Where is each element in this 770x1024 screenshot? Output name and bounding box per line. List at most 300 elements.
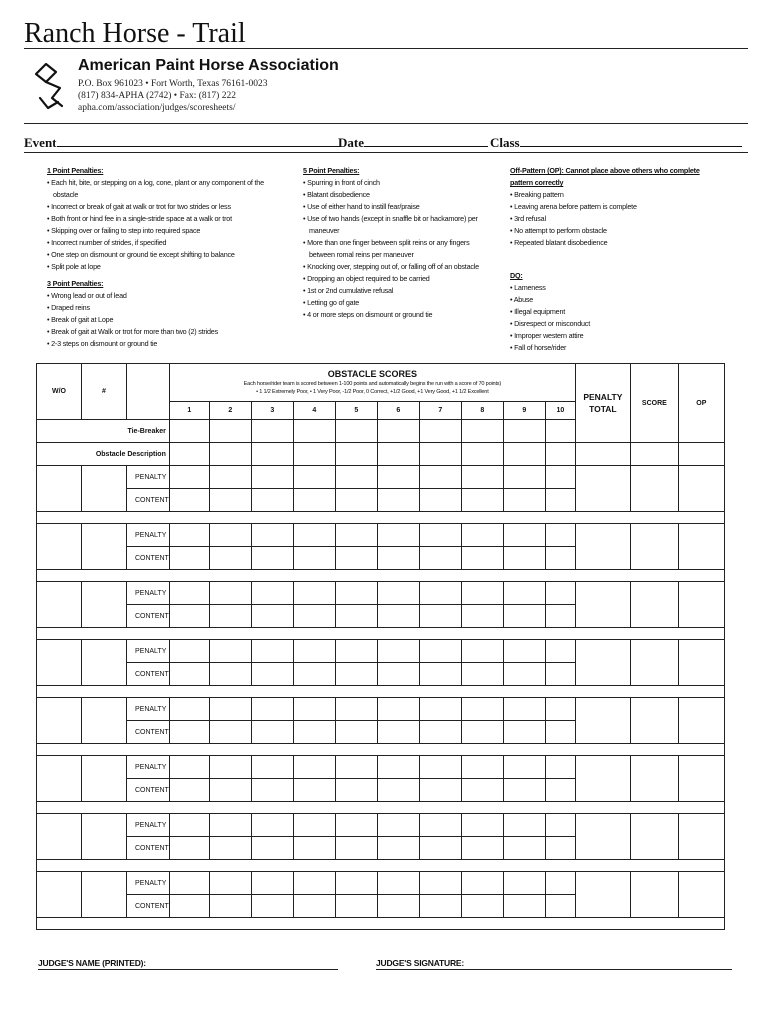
content-score-cell[interactable]	[377, 895, 419, 918]
separator-cell	[293, 918, 335, 930]
obstacle-description-cell[interactable]	[575, 443, 630, 466]
content-score-cell[interactable]	[503, 489, 545, 512]
penalty-item: • Break of gait at Walk or trot for more than two (2) strides	[47, 327, 219, 336]
penalty-item: • Improper western attire	[510, 331, 584, 340]
content-score-cell[interactable]	[209, 837, 251, 860]
wo-cell[interactable]	[37, 524, 82, 570]
content-score-cell[interactable]	[251, 779, 293, 802]
five-point-heading: 5 Point Penalties:	[303, 166, 360, 175]
content-score-cell[interactable]	[293, 895, 335, 918]
penalty-score-cell[interactable]	[419, 466, 461, 489]
penalty-score-cell[interactable]	[209, 698, 251, 721]
penalty-total-cell[interactable]	[575, 814, 630, 860]
content-score-cell[interactable]	[209, 489, 251, 512]
penalty-score-cell[interactable]	[545, 756, 575, 779]
content-score-cell[interactable]	[293, 547, 335, 570]
separator-cell	[169, 512, 209, 524]
penalty-score-cell[interactable]	[377, 814, 419, 837]
content-score-cell[interactable]	[169, 547, 209, 570]
event-field[interactable]	[24, 135, 341, 151]
content-score-cell[interactable]	[419, 837, 461, 860]
content-score-cell[interactable]	[169, 837, 209, 860]
penalty-score-cell[interactable]	[209, 756, 251, 779]
penalty-score-cell[interactable]	[419, 756, 461, 779]
content-score-cell[interactable]	[377, 547, 419, 570]
off-pattern-heading-2: pattern correctly	[510, 178, 564, 187]
rider-number-cell[interactable]	[82, 698, 127, 744]
penalty-score-cell[interactable]	[251, 698, 293, 721]
penalty-score-cell[interactable]	[335, 466, 377, 489]
content-score-cell[interactable]	[169, 605, 209, 628]
penalty-score-cell[interactable]	[377, 640, 419, 663]
penalty-score-cell[interactable]	[503, 698, 545, 721]
penalty-score-cell[interactable]	[293, 524, 335, 547]
obstacle-description-cell[interactable]	[377, 443, 419, 466]
org-address: P.O. Box 961023 • Fort Worth, Texas 76161-0023	[78, 79, 268, 89]
penalty-score-cell[interactable]	[545, 640, 575, 663]
content-score-cell[interactable]	[419, 895, 461, 918]
separator-cell	[545, 512, 575, 524]
content-score-cell[interactable]	[377, 489, 419, 512]
wo-cell[interactable]	[37, 756, 82, 802]
content-score-cell[interactable]	[251, 547, 293, 570]
op-cell[interactable]	[678, 872, 724, 918]
separator-cell	[419, 744, 461, 756]
penalty-total-cell[interactable]	[575, 872, 630, 918]
penalty-score-cell[interactable]	[461, 756, 503, 779]
content-score-cell[interactable]	[545, 489, 575, 512]
penalty-score-cell[interactable]	[335, 640, 377, 663]
penalty-score-cell[interactable]	[293, 698, 335, 721]
content-score-cell[interactable]	[209, 721, 251, 744]
penalty-total-cell[interactable]	[575, 466, 630, 512]
penalty-score-cell[interactable]	[419, 698, 461, 721]
content-score-cell[interactable]	[335, 721, 377, 744]
tie-breaker-cell[interactable]	[545, 420, 575, 443]
content-score-cell[interactable]	[419, 779, 461, 802]
separator-cell	[575, 918, 630, 930]
score-cell[interactable]	[630, 524, 678, 570]
separator-cell	[630, 860, 678, 872]
penalty-score-cell[interactable]	[377, 524, 419, 547]
content-score-cell[interactable]	[461, 721, 503, 744]
content-score-cell[interactable]	[419, 605, 461, 628]
penalty-item: • 1st or 2nd cumulative refusal	[303, 286, 394, 295]
separator-cell	[37, 512, 82, 524]
content-score-cell[interactable]	[335, 489, 377, 512]
score-cell[interactable]	[630, 582, 678, 628]
penalty-total-cell[interactable]	[575, 640, 630, 686]
penalty-score-cell[interactable]	[335, 872, 377, 895]
content-score-cell[interactable]	[251, 895, 293, 918]
penalty-score-cell[interactable]	[545, 582, 575, 605]
penalty-total-cell[interactable]	[575, 524, 630, 570]
content-score-cell[interactable]	[293, 721, 335, 744]
content-score-cell[interactable]	[377, 779, 419, 802]
content-score-cell[interactable]	[545, 547, 575, 570]
op-cell[interactable]	[678, 814, 724, 860]
content-score-cell[interactable]	[419, 489, 461, 512]
content-score-cell[interactable]	[293, 605, 335, 628]
tie-breaker-cell[interactable]	[209, 420, 251, 443]
separator-cell	[377, 570, 419, 582]
separator-cell	[209, 744, 251, 756]
separator-cell	[630, 628, 678, 640]
penalty-score-cell[interactable]	[335, 756, 377, 779]
separator-cell	[630, 686, 678, 698]
obstacle-description-cell[interactable]	[461, 443, 503, 466]
separator-cell	[335, 512, 377, 524]
penalty-score-cell[interactable]	[503, 582, 545, 605]
penalty-score-cell[interactable]	[293, 756, 335, 779]
content-score-cell[interactable]	[169, 779, 209, 802]
content-score-cell[interactable]	[251, 663, 293, 686]
penalty-score-cell[interactable]	[169, 698, 209, 721]
penalty-score-cell[interactable]	[293, 872, 335, 895]
penalty-score-cell[interactable]	[335, 524, 377, 547]
separator-cell	[575, 686, 630, 698]
content-score-cell[interactable]	[251, 837, 293, 860]
obstacle-scores-header	[169, 364, 575, 402]
content-score-cell[interactable]	[545, 895, 575, 918]
penalty-score-cell[interactable]	[377, 582, 419, 605]
penalty-item: • One step on dismount or ground tie except shifting to balance	[47, 250, 235, 259]
penalty-score-cell[interactable]	[169, 640, 209, 663]
content-score-cell[interactable]	[545, 779, 575, 802]
score-cell[interactable]	[630, 640, 678, 686]
op-header: OP	[678, 364, 724, 443]
penalty-item: • Incorrect or break of gait at walk or trot for two strides or less	[47, 202, 231, 211]
content-score-cell[interactable]	[461, 663, 503, 686]
obstacle-description-cell[interactable]	[545, 443, 575, 466]
penalty-score-cell[interactable]	[503, 814, 545, 837]
score-cell[interactable]	[630, 872, 678, 918]
penalty-score-cell[interactable]	[503, 872, 545, 895]
penalty-item: • Breaking pattern	[510, 190, 564, 199]
score-cell[interactable]	[630, 466, 678, 512]
tie-breaker-cell[interactable]	[293, 420, 335, 443]
penalty-total-cell[interactable]	[575, 756, 630, 802]
penalty-score-cell[interactable]	[169, 466, 209, 489]
tie-breaker-cell[interactable]	[169, 420, 209, 443]
penalty-score-cell[interactable]	[169, 814, 209, 837]
tie-breaker-cell[interactable]	[461, 420, 503, 443]
separator-cell	[127, 744, 170, 756]
penalty-score-cell[interactable]	[293, 466, 335, 489]
obstacle-col-6: 6	[377, 402, 419, 420]
penalty-score-cell[interactable]	[251, 524, 293, 547]
rider-number-cell[interactable]	[82, 466, 127, 512]
content-score-cell[interactable]	[169, 489, 209, 512]
separator-cell	[461, 570, 503, 582]
content-score-cell[interactable]	[169, 895, 209, 918]
penalty-score-cell[interactable]	[503, 756, 545, 779]
separator-cell	[251, 860, 293, 872]
penalty-score-cell[interactable]	[209, 640, 251, 663]
penalty-score-cell[interactable]	[293, 640, 335, 663]
penalty-score-cell[interactable]	[461, 872, 503, 895]
penalty-score-cell[interactable]	[209, 814, 251, 837]
content-score-cell[interactable]	[503, 779, 545, 802]
content-score-cell[interactable]	[335, 605, 377, 628]
penalty-score-cell[interactable]	[251, 756, 293, 779]
penalty-score-cell[interactable]	[503, 524, 545, 547]
page-title: Ranch Horse - Trail	[24, 18, 246, 49]
tie-breaker-cell[interactable]	[419, 420, 461, 443]
penalty-score-cell[interactable]	[461, 524, 503, 547]
dq-penalties	[510, 270, 740, 354]
class-field[interactable]	[490, 135, 742, 151]
content-score-cell[interactable]	[251, 605, 293, 628]
content-score-cell[interactable]	[335, 779, 377, 802]
penalty-score-cell[interactable]	[209, 466, 251, 489]
separator-cell	[37, 628, 82, 640]
penalty-score-cell[interactable]	[335, 814, 377, 837]
content-score-cell[interactable]	[503, 547, 545, 570]
obstacle-col-1: 1	[169, 402, 209, 420]
penalty-score-cell[interactable]	[503, 640, 545, 663]
penalty-score-cell[interactable]	[461, 640, 503, 663]
penalty-score-cell[interactable]	[293, 582, 335, 605]
penalty-item: • Wrong lead or out of lead	[47, 291, 127, 300]
wo-cell[interactable]	[37, 872, 82, 918]
score-cell[interactable]	[630, 756, 678, 802]
separator-cell	[545, 628, 575, 640]
separator-cell	[169, 570, 209, 582]
content-score-cell[interactable]	[335, 895, 377, 918]
obstacle-description-cell[interactable]	[169, 443, 209, 466]
obstacle-col-5: 5	[335, 402, 377, 420]
separator-cell	[127, 860, 170, 872]
separator-cell	[251, 744, 293, 756]
content-score-cell[interactable]	[209, 779, 251, 802]
rider-number-cell[interactable]	[82, 524, 127, 570]
content-score-cell[interactable]	[377, 837, 419, 860]
penalty-score-cell[interactable]	[293, 814, 335, 837]
penalty-score-cell[interactable]	[461, 466, 503, 489]
content-score-cell[interactable]	[419, 721, 461, 744]
penalty-score-cell[interactable]	[169, 756, 209, 779]
penalty-score-cell[interactable]	[251, 466, 293, 489]
apha-logo-icon	[30, 58, 70, 114]
penalty-score-cell[interactable]	[419, 872, 461, 895]
content-row-label: CONTENT	[127, 779, 170, 802]
content-score-cell[interactable]	[209, 895, 251, 918]
penalty-score-cell[interactable]	[545, 814, 575, 837]
separator-cell	[127, 686, 170, 698]
penalty-row-label: PENALTY	[127, 756, 170, 779]
content-score-cell[interactable]	[169, 721, 209, 744]
penalty-score-cell[interactable]	[545, 524, 575, 547]
judge-name-line[interactable]	[38, 969, 338, 970]
penalty-score-cell[interactable]	[251, 582, 293, 605]
penalty-item: • Both front or hind fee in a single-stride space at a walk or trot	[47, 214, 232, 223]
wo-cell[interactable]	[37, 640, 82, 686]
content-score-cell[interactable]	[503, 895, 545, 918]
obstacle-description-cell[interactable]	[209, 443, 251, 466]
obstacle-description-cell[interactable]	[335, 443, 377, 466]
separator-cell	[419, 512, 461, 524]
content-score-cell[interactable]	[545, 663, 575, 686]
penalty-score-cell[interactable]	[169, 582, 209, 605]
penalty-score-cell[interactable]	[377, 466, 419, 489]
separator-cell	[503, 744, 545, 756]
op-cell[interactable]	[678, 640, 724, 686]
content-score-cell[interactable]	[293, 663, 335, 686]
rider-number-cell[interactable]	[82, 640, 127, 686]
content-score-cell[interactable]	[335, 837, 377, 860]
content-score-cell[interactable]	[419, 547, 461, 570]
score-cell[interactable]	[630, 814, 678, 860]
content-score-cell[interactable]	[545, 721, 575, 744]
content-score-cell[interactable]	[377, 605, 419, 628]
penalty-score-cell[interactable]	[377, 698, 419, 721]
op-cell[interactable]	[678, 582, 724, 628]
rider-number-cell[interactable]	[82, 582, 127, 628]
wo-cell[interactable]	[37, 814, 82, 860]
content-score-cell[interactable]	[503, 663, 545, 686]
content-score-cell[interactable]	[335, 547, 377, 570]
separator-cell	[169, 628, 209, 640]
separator-cell	[419, 570, 461, 582]
obstacle-description-cell[interactable]	[419, 443, 461, 466]
separator-cell	[209, 860, 251, 872]
penalty-score-cell[interactable]	[461, 582, 503, 605]
wo-cell[interactable]	[37, 466, 82, 512]
separator-cell	[575, 570, 630, 582]
obstacle-description-cell[interactable]	[503, 443, 545, 466]
op-cell[interactable]	[678, 698, 724, 744]
separator-cell	[630, 570, 678, 582]
penalty-score-cell[interactable]	[419, 582, 461, 605]
penalty-score-cell[interactable]	[545, 698, 575, 721]
content-score-cell[interactable]	[293, 779, 335, 802]
separator-cell	[503, 686, 545, 698]
tie-breaker-cell[interactable]	[251, 420, 293, 443]
penalty-total-cell[interactable]	[575, 698, 630, 744]
content-score-cell[interactable]	[209, 663, 251, 686]
obstacle-description-cell[interactable]	[630, 443, 678, 466]
wo-header: W/O	[37, 364, 82, 420]
content-score-cell[interactable]	[545, 837, 575, 860]
penalty-score-cell[interactable]	[209, 524, 251, 547]
content-score-cell[interactable]	[461, 605, 503, 628]
penalty-score-cell[interactable]	[169, 524, 209, 547]
content-score-cell[interactable]	[251, 489, 293, 512]
penalty-score-cell[interactable]	[169, 872, 209, 895]
content-score-cell[interactable]	[461, 837, 503, 860]
penalty-score-cell[interactable]	[335, 698, 377, 721]
obstacle-col-8: 8	[461, 402, 503, 420]
separator-cell	[169, 686, 209, 698]
content-score-cell[interactable]	[419, 663, 461, 686]
content-score-cell[interactable]	[293, 489, 335, 512]
wo-cell[interactable]	[37, 582, 82, 628]
op-cell[interactable]	[678, 524, 724, 570]
penalty-score-cell[interactable]	[461, 698, 503, 721]
content-score-cell[interactable]	[503, 721, 545, 744]
content-score-cell[interactable]	[461, 895, 503, 918]
tie-breaker-cell[interactable]	[503, 420, 545, 443]
content-score-cell[interactable]	[461, 547, 503, 570]
content-score-cell[interactable]	[293, 837, 335, 860]
separator-cell	[630, 802, 678, 814]
separator-cell	[419, 686, 461, 698]
content-score-cell[interactable]	[209, 605, 251, 628]
content-score-cell[interactable]	[169, 663, 209, 686]
op-cell[interactable]	[678, 466, 724, 512]
penalty-item: • Disrespect or misconduct	[510, 319, 591, 328]
date-field[interactable]	[338, 135, 488, 151]
tie-breaker-cell[interactable]	[335, 420, 377, 443]
penalty-score-cell[interactable]	[209, 582, 251, 605]
rider-number-cell[interactable]	[82, 872, 127, 918]
score-cell[interactable]	[630, 698, 678, 744]
separator-cell	[82, 628, 127, 640]
penalty-score-cell[interactable]	[503, 466, 545, 489]
content-score-cell[interactable]	[545, 605, 575, 628]
separator-cell	[678, 628, 724, 640]
penalty-score-cell[interactable]	[377, 756, 419, 779]
op-cell[interactable]	[678, 756, 724, 802]
penalty-score-cell[interactable]	[251, 872, 293, 895]
judge-signature-line[interactable]	[376, 969, 732, 970]
content-row-label: CONTENT	[127, 837, 170, 860]
penalty-score-cell[interactable]	[545, 466, 575, 489]
separator-cell	[251, 512, 293, 524]
tie-breaker-cell[interactable]	[377, 420, 419, 443]
penalty-score-cell[interactable]	[335, 582, 377, 605]
separator-cell	[575, 802, 630, 814]
content-score-cell[interactable]	[335, 663, 377, 686]
rider-number-cell[interactable]	[82, 814, 127, 860]
penalty-score-cell[interactable]	[377, 872, 419, 895]
obstacle-description-cell[interactable]	[251, 443, 293, 466]
content-score-cell[interactable]	[209, 547, 251, 570]
penalty-score-cell[interactable]	[419, 524, 461, 547]
penalty-score-cell[interactable]	[545, 872, 575, 895]
separator-cell	[461, 628, 503, 640]
content-score-cell[interactable]	[251, 721, 293, 744]
content-score-cell[interactable]	[503, 837, 545, 860]
penalty-item: • 4 or more steps on dismount or ground tie	[303, 310, 433, 319]
separator-cell	[335, 744, 377, 756]
separator-cell	[251, 570, 293, 582]
penalty-item: • Each hit, bite, or stepping on a log, cone, plant or any component of the	[47, 178, 264, 187]
penalty-score-cell[interactable]	[251, 640, 293, 663]
penalty-score-cell[interactable]	[419, 814, 461, 837]
penalty-score-cell[interactable]	[209, 872, 251, 895]
penalty-total-cell[interactable]	[575, 582, 630, 628]
penalty-item: • Letting go of gate	[303, 298, 360, 307]
separator-cell	[293, 744, 335, 756]
penalty-score-cell[interactable]	[419, 640, 461, 663]
content-score-cell[interactable]	[461, 489, 503, 512]
content-score-cell[interactable]	[461, 779, 503, 802]
penalty-score-cell[interactable]	[251, 814, 293, 837]
separator-cell	[127, 628, 170, 640]
separator-cell	[678, 860, 724, 872]
content-score-cell[interactable]	[503, 605, 545, 628]
obstacle-description-cell[interactable]	[293, 443, 335, 466]
content-score-cell[interactable]	[377, 721, 419, 744]
separator-cell	[377, 918, 419, 930]
rider-number-cell[interactable]	[82, 756, 127, 802]
obstacle-description-cell[interactable]	[678, 443, 724, 466]
content-score-cell[interactable]	[377, 663, 419, 686]
penalty-score-cell[interactable]	[461, 814, 503, 837]
wo-cell[interactable]	[37, 698, 82, 744]
